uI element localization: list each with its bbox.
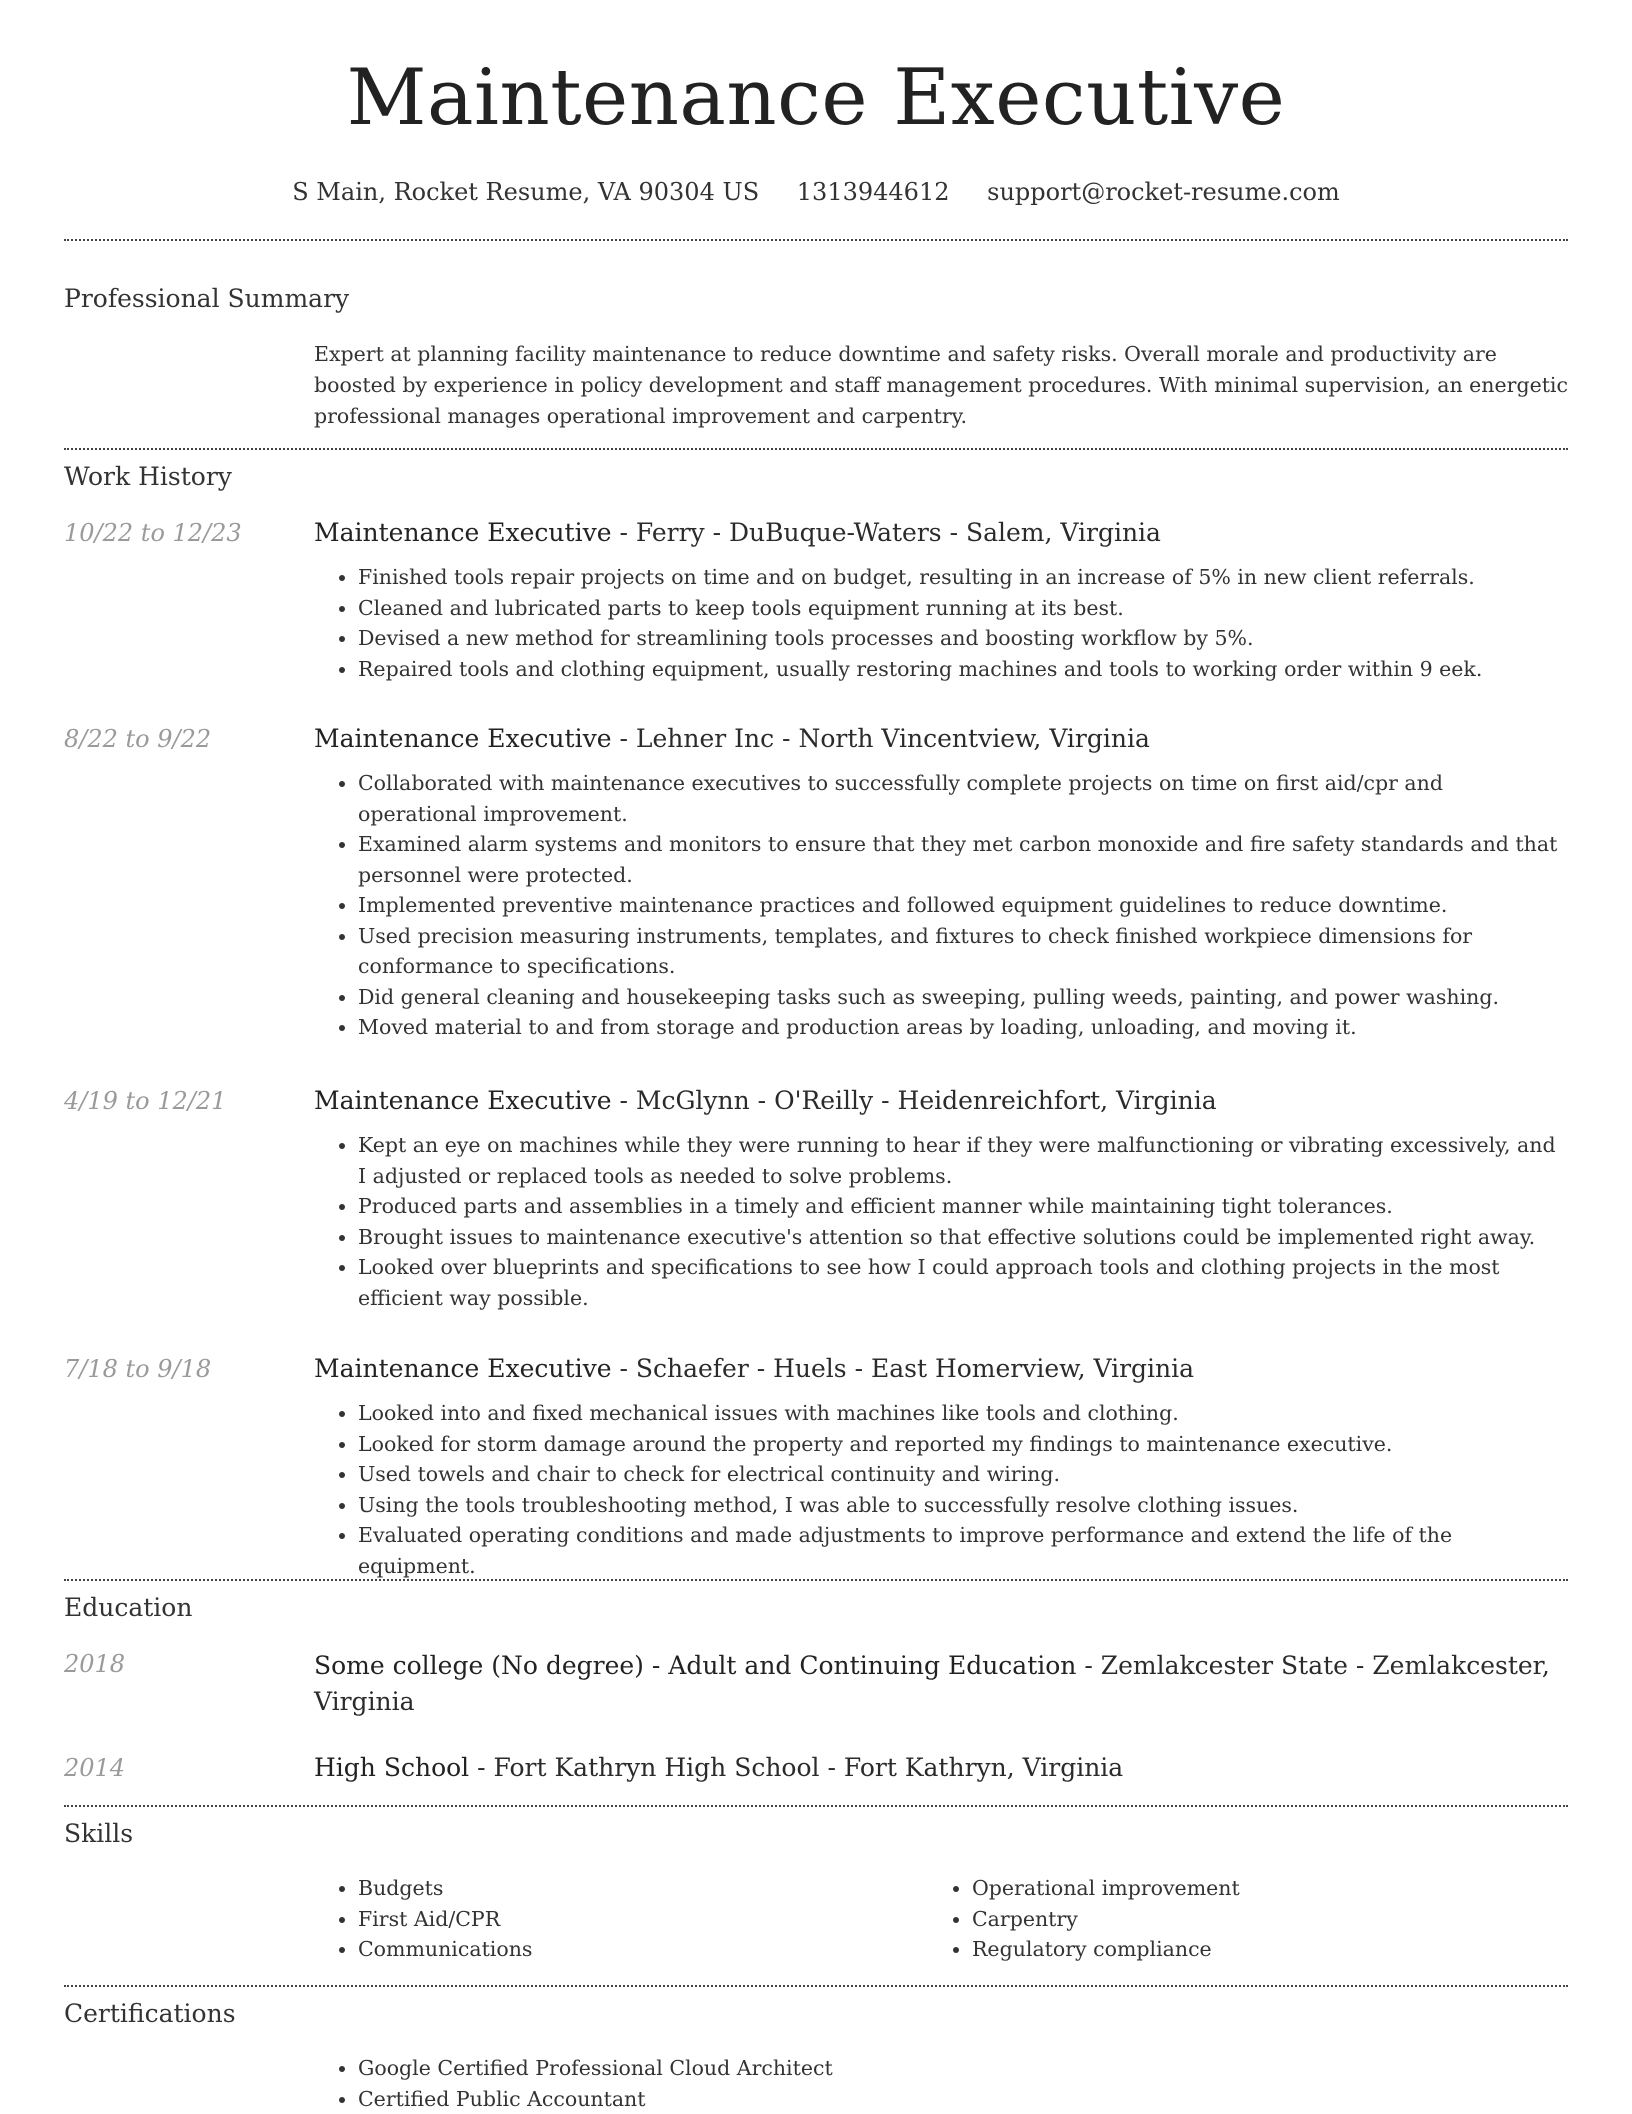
list-item: • Looked into and fixed mechanical issues with machines like tools and clothing. [358, 1398, 1568, 1429]
list-item: • Regulatory compliance [972, 1934, 1572, 1965]
education-section [64, 1591, 1568, 1625]
skills-column-right [928, 1873, 1572, 1965]
list-item: • Collaborated with maintenance executives to successfully complete projects on time on first aid/cpr and operational improvement. [358, 768, 1568, 829]
list-item: • Cleaned and lubricated parts to keep tools equipment running at its best. [358, 593, 1568, 624]
section-title: Education [64, 1591, 1568, 1625]
education-details: - Zemlakcester State - Zemlakcester, Virginia [314, 1651, 1550, 1716]
job-dates: 8/22 to 9/22 [64, 723, 211, 755]
job-title [314, 1085, 1568, 1117]
job-role: Maintenance Executive [314, 724, 612, 753]
contact-phone: 1313944612 [797, 178, 950, 206]
certifications-list [314, 2053, 1568, 2114]
summary-section [64, 282, 1568, 316]
job-title [314, 517, 1568, 549]
list-item: • Budgets [358, 1873, 958, 1904]
job-role: Maintenance Executive [314, 1354, 612, 1383]
list-item: • First Aid/CPR [358, 1904, 958, 1935]
education-title [314, 1752, 1568, 1784]
skills-column-left [314, 1873, 958, 1965]
list-item: • Evaluated operating conditions and made adjustments to improve performance and extend the life of the equipment. [358, 1520, 1568, 1581]
list-item: • Looked over blueprints and specifications to see how I could approach tools and clothing projects in the most efficient way possible. [358, 1252, 1568, 1313]
list-item: • Operational improvement [972, 1873, 1572, 1904]
section-title: Skills [64, 1817, 1568, 1851]
list-item: • Used towels and chair to check for electrical continuity and wiring. [358, 1459, 1568, 1490]
job-bullets [314, 562, 1568, 684]
certifications-bullets [314, 2053, 1568, 2114]
contact-line [64, 176, 1568, 208]
list-item: • Repaired tools and clothing equipment, usually restoring machines and tools to working order within 9 eek. [358, 654, 1568, 685]
divider [64, 1579, 1568, 1581]
job-title [314, 1353, 1568, 1385]
contact-address: S Main, Rocket Resume, VA 90304 US [292, 178, 759, 206]
job-dates: 7/18 to 9/18 [64, 1353, 211, 1385]
education-year: 2018 [64, 1648, 125, 1680]
work-history-section [64, 460, 1568, 494]
job-bullets [314, 1398, 1568, 1581]
education-degree: Some college (No degree) - Adult and Continuing Education [314, 1651, 1076, 1680]
job-details: - Lehner Inc - North Vincentview, Virginia [612, 724, 1150, 753]
divider [64, 239, 1568, 241]
job-role: Maintenance Executive [314, 518, 612, 547]
summary-text: Expert at planning facility maintenance to reduce downtime and safety risks. Overall morale and productivity are boosted by experience in policy development and staff management procedures. With minimal supervision, an energetic professional manages operational improvement and carpentry. [314, 339, 1568, 432]
list-item: • Using the tools troubleshooting method, I was able to successfully resolve clothing issues. [358, 1490, 1568, 1521]
section-title: Work History [64, 460, 1568, 494]
education-year: 2014 [64, 1752, 125, 1784]
skills-section [64, 1817, 1568, 1851]
job-title [314, 723, 1568, 755]
resume-page [64, 0, 1568, 208]
list-item: • Used precision measuring instruments, templates, and fixtures to check finished workpiece dimensions for conformance to specifications. [358, 921, 1568, 982]
job-dates: 4/19 to 12/21 [64, 1085, 226, 1117]
education-degree: High School [314, 1753, 469, 1782]
divider [64, 1805, 1568, 1807]
list-item: • Examined alarm systems and monitors to ensure that they met carbon monoxide and fire safety standards and that personnel were protected. [358, 829, 1568, 890]
list-item: • Communications [358, 1934, 958, 1965]
section-title: Professional Summary [64, 282, 1568, 316]
education-title [314, 1648, 1568, 1720]
list-item: • Finished tools repair projects on time and on budget, resulting in an increase of 5% in new client referrals. [358, 562, 1568, 593]
job-bullets [314, 768, 1568, 1043]
list-item: • Google Certified Professional Cloud Architect [358, 2053, 1568, 2084]
list-item: • Looked for storm damage around the property and reported my findings to maintenance executive. [358, 1429, 1568, 1460]
education-details: - Fort Kathryn High School - Fort Kathryn, Virginia [469, 1753, 1123, 1782]
list-item: • Brought issues to maintenance executive's attention so that effective solutions could be implemented right away. [358, 1222, 1568, 1253]
divider [64, 448, 1568, 450]
section-title: Certifications [64, 1997, 1568, 2031]
divider [64, 1985, 1568, 1987]
list-item: • Certified Public Accountant [358, 2084, 1568, 2114]
list-item: • Implemented preventive maintenance practices and followed equipment guidelines to reduce downtime. [358, 890, 1568, 921]
list-item: • Kept an eye on machines while they were running to hear if they were malfunctioning or vibrating excessively, and I adjusted or replaced tools as needed to solve problems. [358, 1130, 1568, 1191]
list-item: • Produced parts and assemblies in a timely and efficient manner while maintaining tight tolerances. [358, 1191, 1568, 1222]
list-item: • Moved material to and from storage and production areas by loading, unloading, and moving it. [358, 1012, 1568, 1043]
job-details: - Ferry - DuBuque-Waters - Salem, Virginia [612, 518, 1161, 547]
list-item: • Did general cleaning and housekeeping tasks such as sweeping, pulling weeds, painting, and power washing. [358, 982, 1568, 1013]
list-item: • Devised a new method for streamlining tools processes and boosting workflow by 5%. [358, 623, 1568, 654]
job-bullets [314, 1130, 1568, 1313]
certifications-section [64, 1997, 1568, 2031]
resume-name: Maintenance Executive [64, 0, 1568, 144]
list-item: • Carpentry [972, 1904, 1572, 1935]
job-details: - McGlynn - O'Reilly - Heidenreichfort, Virginia [612, 1086, 1217, 1115]
job-role: Maintenance Executive [314, 1086, 612, 1115]
contact-email: support@rocket-resume.com [987, 178, 1340, 206]
job-dates: 10/22 to 12/23 [64, 517, 242, 549]
job-details: - Schaefer - Huels - East Homerview, Virginia [612, 1354, 1195, 1383]
